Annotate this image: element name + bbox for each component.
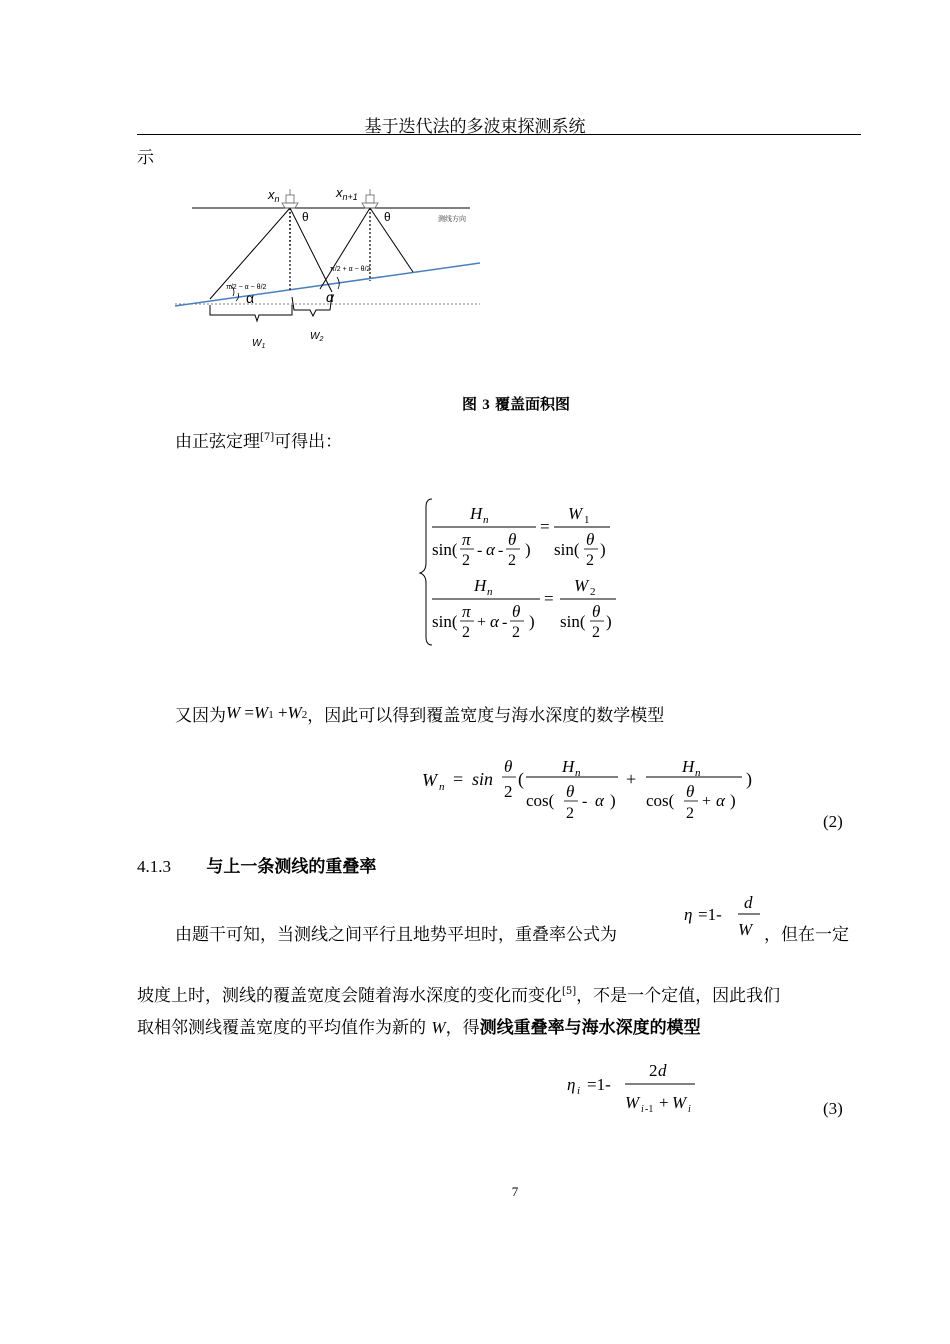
label-xn1: $x_{n+1}$	[336, 185, 358, 202]
paragraph-sine-rule: 由正弦定理[7]可得出：	[175, 432, 343, 452]
svg-text:W: W	[574, 576, 589, 595]
theta-label-1: θ	[302, 210, 309, 224]
svg-text:=1-: =1-	[698, 905, 722, 924]
fragment-top: 示	[137, 148, 154, 168]
svg-text:sin(: sin(	[560, 612, 586, 631]
citation-5: [5]	[562, 986, 577, 997]
alpha-label-2: α	[326, 289, 334, 305]
svg-text:2: 2	[686, 805, 694, 822]
section-title: 与上一条测线的重叠率	[206, 857, 377, 877]
w2-label: $W_2$	[310, 331, 324, 343]
svg-text:η: η	[567, 1075, 576, 1094]
svg-text:): )	[525, 540, 531, 559]
svg-text:-: -	[498, 542, 504, 559]
svg-text:α: α	[486, 540, 495, 559]
svg-text:cos(: cos(	[646, 791, 675, 810]
svg-text:α: α	[716, 791, 725, 810]
ship-icon-2	[362, 189, 378, 208]
svg-text:i: i	[641, 1104, 644, 1115]
paragraph-overlap: 由题干可知，当测线之间平行且地势平坦时，重叠率公式为	[175, 925, 617, 945]
citation-7: [7]	[260, 432, 275, 443]
svg-text:W: W	[568, 504, 583, 523]
svg-text:2: 2	[504, 782, 513, 801]
svg-text:2: 2	[566, 805, 574, 822]
svg-text:η: η	[684, 905, 693, 924]
svg-text:H: H	[562, 757, 575, 776]
svg-text:-: -	[477, 542, 483, 559]
svg-text:-: -	[582, 793, 588, 810]
svg-text:d: d	[744, 893, 753, 912]
svg-text:sin(: sin(	[432, 612, 458, 631]
svg-text:): )	[606, 612, 612, 631]
svg-text:W: W	[672, 1093, 687, 1112]
svg-text:π: π	[462, 530, 471, 549]
svg-text:+: +	[626, 769, 637, 789]
caption-number: 3	[482, 397, 490, 413]
svg-text:=: =	[453, 769, 464, 789]
svg-text:+: +	[659, 1093, 669, 1112]
svg-text:2: 2	[462, 624, 470, 641]
svg-text:sin(: sin(	[554, 540, 580, 559]
equation-3	[565, 1060, 705, 1120]
header-rule	[137, 134, 861, 135]
inline-eq-overlap	[682, 890, 772, 942]
svg-text:2: 2	[508, 552, 516, 569]
label-xn: $x_n$	[268, 187, 280, 204]
section-heading	[137, 857, 376, 877]
svg-text:W: W	[738, 920, 753, 939]
figure-caption	[0, 393, 950, 414]
svg-text:θ: θ	[566, 782, 575, 801]
svg-text:θ: θ	[508, 530, 517, 549]
paragraph-average: 取相邻测线覆盖宽度的平均值作为新的 W，得测线重叠率与海水深度的模型	[137, 1018, 701, 1038]
svg-text:sin: sin	[472, 769, 494, 789]
angle-right-label: π/2 + α − θ/2	[330, 266, 371, 273]
svg-text:H: H	[470, 504, 483, 523]
svg-text:2: 2	[649, 1061, 658, 1080]
svg-text:=: =	[540, 517, 550, 536]
svg-text:θ: θ	[586, 530, 595, 549]
svg-text:2: 2	[592, 624, 600, 641]
svg-text:1: 1	[584, 514, 590, 526]
section-number: 4.1.3	[137, 857, 171, 876]
svg-text:H: H	[474, 576, 487, 595]
angle-left-label: π/2 − α − θ/2	[226, 284, 267, 291]
svg-text:α: α	[595, 791, 604, 810]
svg-text:2: 2	[590, 586, 596, 598]
svg-text:+: +	[702, 793, 712, 810]
caption-text: 覆盖面积图	[494, 395, 570, 413]
svg-text:α: α	[490, 612, 499, 631]
svg-text:n: n	[575, 767, 581, 779]
svg-text:-: -	[502, 614, 508, 631]
svg-text:+: +	[477, 614, 487, 631]
svg-text:2: 2	[512, 624, 520, 641]
paragraph-model: 又因为W =W1 +W2，因此可以得到覆盖宽度与海水深度的数学模型	[175, 703, 665, 726]
svg-text:2: 2	[586, 552, 594, 569]
page-number: 7	[511, 1184, 519, 1199]
svg-text:n: n	[695, 767, 701, 779]
svg-text:θ: θ	[592, 602, 601, 621]
svg-text:i: i	[577, 1085, 581, 1097]
inline-eq-w-sum: W =W1 +W2	[226, 703, 308, 722]
svg-text:2: 2	[462, 552, 470, 569]
svg-text:n: n	[487, 586, 493, 598]
coverage-figure	[170, 175, 490, 355]
svg-text:H: H	[682, 757, 695, 776]
svg-text:(: (	[518, 769, 524, 789]
equation-2	[420, 752, 760, 832]
svg-text:θ: θ	[512, 602, 521, 621]
equation-2-number: (2)	[823, 812, 843, 831]
equation-3-number: (3)	[823, 1099, 843, 1118]
svg-text:cos(: cos(	[526, 791, 555, 810]
svg-text:): )	[529, 612, 535, 631]
equation-sine-system	[418, 495, 628, 650]
w1-label: $W_1$	[252, 338, 266, 350]
direction-label: 测线方向	[438, 216, 466, 223]
svg-text:θ: θ	[686, 782, 695, 801]
svg-text:=1-: =1-	[587, 1075, 611, 1094]
svg-text:W: W	[625, 1093, 640, 1112]
caption-prefix: 图	[462, 395, 478, 413]
alpha-label-1: α	[246, 290, 255, 306]
svg-text:): )	[610, 791, 616, 810]
svg-text:θ: θ	[504, 757, 513, 776]
svg-text:n: n	[439, 781, 445, 793]
svg-text:): )	[600, 540, 606, 559]
svg-text:-1: -1	[645, 1104, 654, 1115]
svg-text:π: π	[462, 602, 471, 621]
svg-text:W: W	[422, 770, 437, 790]
header-title: 基于迭代法的多波束探测系统	[364, 117, 586, 137]
svg-text:i: i	[688, 1104, 691, 1115]
paragraph-slope: 坡度上时，测线的覆盖宽度会随着海水深度的变化而变化[5]，不是一个定值，因此我们	[137, 986, 781, 1006]
svg-text:sin(: sin(	[432, 540, 458, 559]
ship-icon	[282, 189, 298, 208]
svg-text:d: d	[658, 1061, 667, 1080]
svg-text:): )	[746, 769, 752, 789]
svg-text:n: n	[483, 514, 489, 526]
svg-text:): )	[730, 791, 736, 810]
paragraph-overlap-tail: ，但在一定	[764, 925, 849, 945]
theta-label-2: θ	[384, 210, 391, 224]
svg-text:=: =	[544, 589, 554, 608]
